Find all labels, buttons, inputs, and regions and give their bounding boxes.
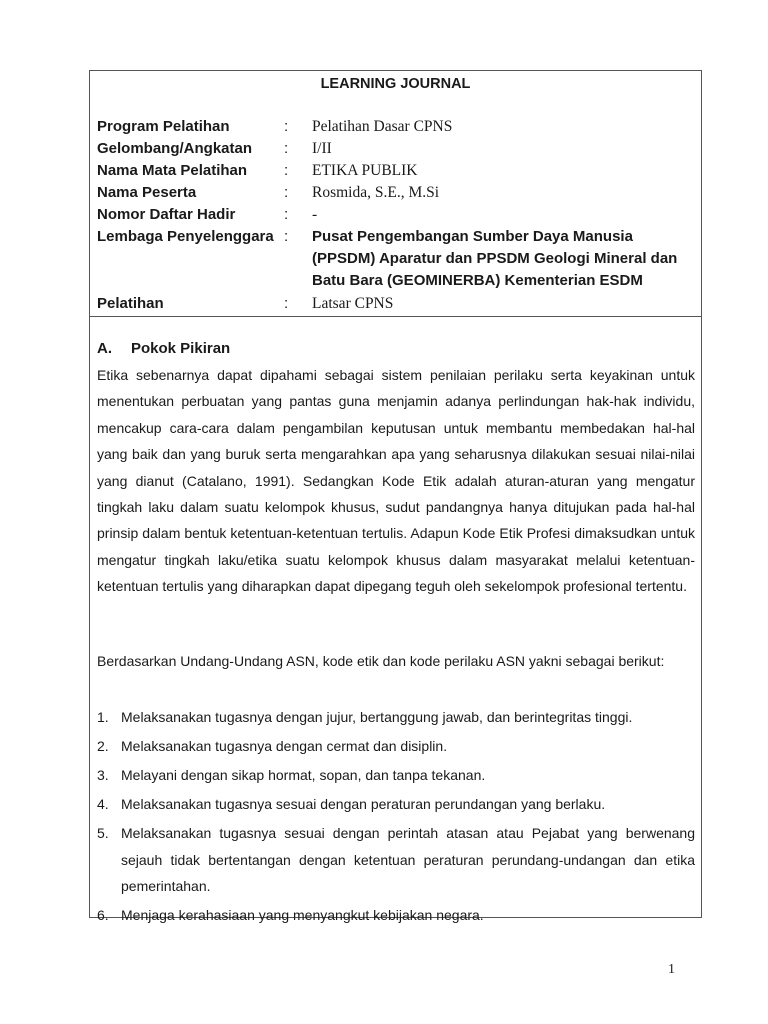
list-text: Menjaga kerahasiaan yang menyangkut kebijakan negara. [121,907,484,924]
list-item [97,820,695,900]
list-text: Melaksanakan tugasnya sesuai dengan perintah atasan atau Pejabat yang berwenang sejauh tidak bertentangan dengan ketentuan peraturan perundang-undangan dan etika pemerintahan. [121,824,695,895]
journal-header [90,71,701,317]
info-colon: : [284,295,289,312]
section-letter: A. [97,340,112,357]
info-value: Rosmida, S.E., M.Si [312,184,440,201]
paragraph-undang-undang: Berdasarkan Undang-Undang ASN, kode etik dan kode perilaku ASN yakni sebagai berikut: [97,653,665,669]
info-value: Pusat Pengembangan Sumber Daya Manusia (PPSDM) Aparatur dan PPSDM Geologi Mineral dan Batu Bara (GEOMINERBA) Kementerian ESDM [312,228,678,289]
info-label: Nomor Daftar Hadir [97,206,236,223]
info-colon: : [284,118,289,135]
info-colon: : [284,140,289,157]
document-title: LEARNING JOURNAL [320,76,471,92]
journal-table [89,70,702,924]
info-label: Gelombang/Angkatan [97,140,253,157]
info-label: Program Pelatihan [97,118,230,135]
info-value: - [312,206,318,223]
list-number: 4. [97,795,109,812]
section-title: Pokok Pikiran [131,340,231,357]
info-colon: : [284,206,289,223]
list-text: Melaksanakan tugasnya dengan jujur, bertanggung jawab, dan berintegritas tinggi. [121,709,633,725]
list-number: 3. [97,766,109,783]
info-colon: : [284,228,289,245]
list-number: 1. [97,709,109,725]
list-text: Melaksanakan tugasnya dengan cermat dan disiplin. [121,737,448,754]
info-value: I/II [312,140,332,157]
list-text: Melayani dengan sikap hormat, sopan, dan tanpa tekanan. [121,766,486,783]
info-value: Latsar CPNS [312,295,394,312]
info-colon: : [284,184,289,201]
list-item [97,733,695,760]
info-label: Pelatihan [97,295,164,312]
list-item [97,704,695,731]
info-label: Nama Mata Pelatihan [97,162,248,179]
info-colon: : [284,162,289,179]
list-item [97,762,695,789]
list-item [97,902,695,929]
list-number: 5. [97,824,109,841]
list-number: 2. [97,737,109,754]
info-value: Pelatihan Dasar CPNS [312,118,453,135]
list-number: 6. [97,907,109,924]
info-value: ETIKA PUBLIK [312,162,418,179]
section-a-heading [97,340,230,357]
list-text: Melaksanakan tugasnya sesuai dengan peraturan perundangan yang berlaku. [121,795,606,812]
page-number: 1 [668,962,675,977]
info-label: Lembaga Penyelenggara [97,228,274,245]
kode-etik-list [97,704,695,931]
list-item [97,791,695,818]
paragraph-etika: Etika sebenarnya dapat dipahami sebagai sistem penilaian perilaku serta keyakinan untuk menentukan perbuatan yang pantas guna menjamin adanya perlindungan hak-hak individu, mencakup cara-cara dalam pengambilan keputusan untuk membantu membedakan hal-hal yang baik dan yang buruk serta mengarahkan apa yang seharusnya dilakukan sesuai nilai-nilai yang dianut (Catalano, 1991). Sedangkan Kode Etik adalah aturan-aturan yang mengatur tingkah laku dalam suatu kelompok khusus, sudut pandangnya hanya ditujukan pada hal-hal prinsip dalam bentuk ketentuan-ketentuan tertulis. Adapun Kode Etik Profesi dimaksudkan untuk mengatur tingkah laku/etika suatu kelompok khusus dalam masyarakat melalui ketentuan-ketentuan tertulis yang diharapkan dapat dipegang teguh oleh sekelompok profesional tertentu. [97,367,695,595]
info-label: Nama Peserta [97,184,197,201]
